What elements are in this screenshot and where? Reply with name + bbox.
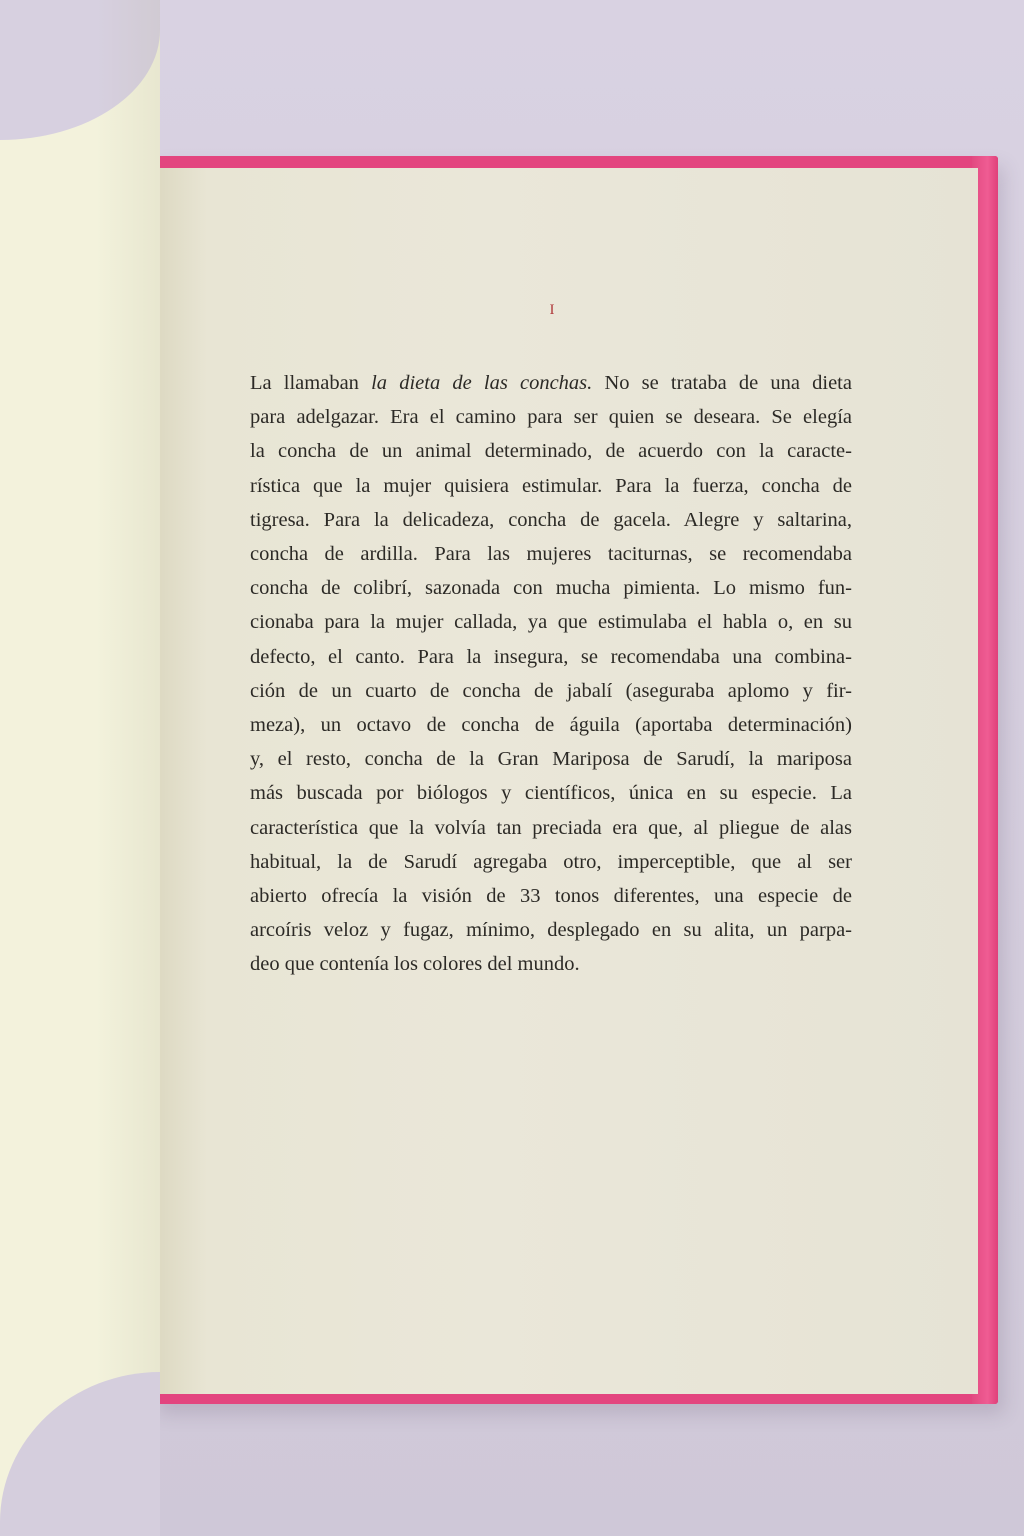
- text-line: más buscada por biólogos y científicos, única en su especie. La: [250, 782, 852, 805]
- text-line: tigresa. Para la delicadeza, concha de gacela. Alegre y saltarina,: [250, 508, 852, 531]
- text-line: cionaba para la mujer callada, ya que estimulaba el habla o, en su: [250, 611, 852, 634]
- text-line: defecto, el canto. Para la insegura, se recomendaba una combina-: [250, 645, 852, 668]
- text-line: arcoíris veloz y fugaz, mínimo, desplegado en su alita, un parpa-: [250, 919, 852, 942]
- text-line: y, el resto, concha de la Gran Mariposa de Sarudí, la mariposa: [250, 748, 852, 771]
- text-opening: La llamaban: [250, 372, 372, 394]
- text-line: rística que la mujer quisiera estimular. Para la fuerza, concha de: [250, 474, 852, 497]
- left-page-shade: [0, 0, 160, 1536]
- chapter-paragraph: [250, 366, 852, 982]
- text-line: característica que la volvía tan preciada era que, al pliegue de alas: [250, 816, 852, 839]
- text-line-1: [250, 366, 852, 400]
- text-line-1-rest: No se trataba de una dieta: [592, 372, 852, 394]
- text-line: abierto ofrecía la visión de 33 tonos diferentes, una especie de: [250, 885, 852, 908]
- text-line: la concha de un animal determinado, de acuerdo con la caracte-: [250, 440, 852, 463]
- text-line: habitual, la de Sarudí agregaba otro, imperceptible, que al ser: [250, 850, 852, 873]
- text-line: meza), un octavo de concha de águila (aportaba determinación): [250, 714, 852, 737]
- text-line: concha de ardilla. Para las mujeres taciturnas, se recomendaba: [250, 543, 852, 566]
- italic-title-phrase: la dieta de las conchas.: [371, 372, 593, 394]
- text-line-last: deo que contenía los colores del mundo.: [250, 953, 580, 976]
- chapter-number: I: [549, 302, 555, 318]
- text-line: para adelgazar. Era el camino para ser quien se deseara. Se elegía: [250, 406, 852, 429]
- left-page-curl[interactable]: [0, 0, 160, 1536]
- text-line: concha de colibrí, sazonada con mucha pimienta. Lo mismo fun-: [250, 577, 852, 600]
- text-line: ción de un cuarto de concha de jabalí (aseguraba aplomo y fir-: [250, 679, 852, 702]
